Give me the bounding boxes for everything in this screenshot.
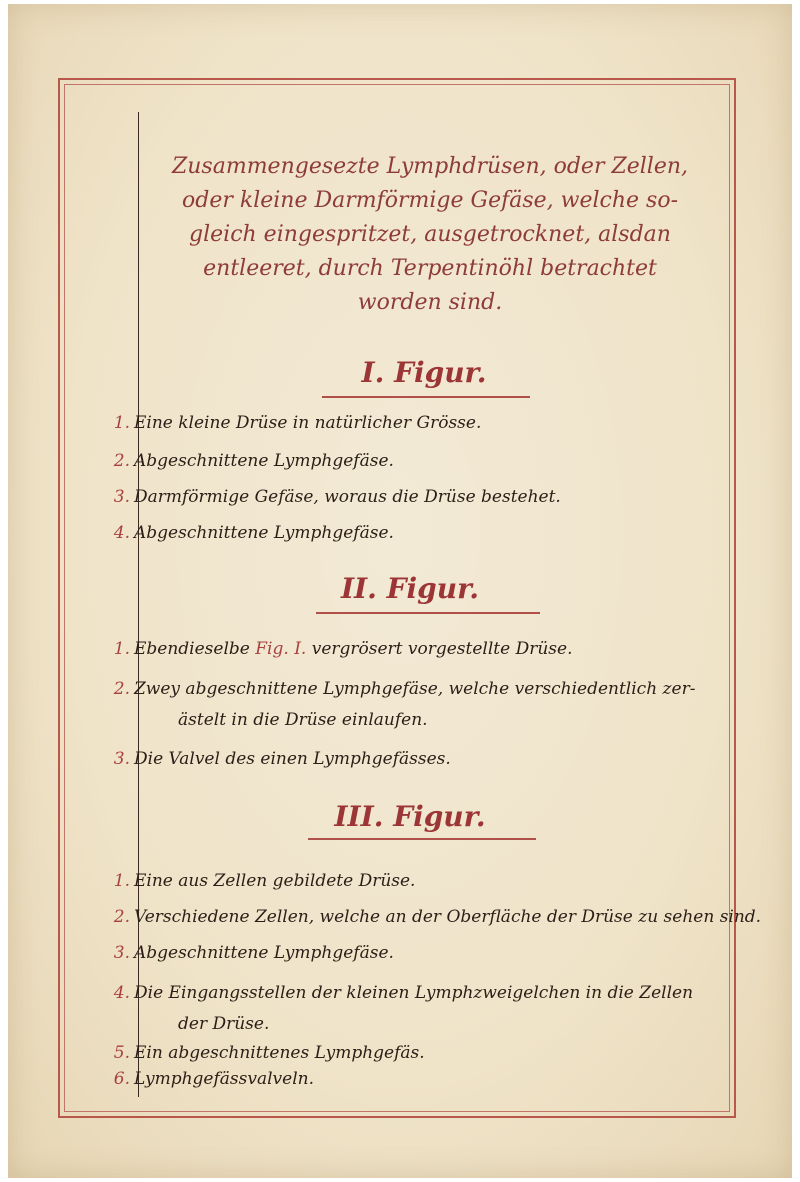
item-number: 1. bbox=[113, 871, 130, 891]
item-text: Abgeschnittene Lymphgefäse. bbox=[134, 523, 394, 543]
item-number: 2. bbox=[113, 451, 130, 471]
item-number: 1. bbox=[113, 413, 130, 433]
item-text: Zwey abgeschnittene Lymphgefäse, welche verschiedentlich zer- bbox=[134, 679, 696, 699]
item-number: 3. bbox=[113, 487, 130, 507]
item-number: 5. bbox=[113, 1043, 130, 1063]
heading-underline bbox=[316, 612, 540, 614]
heading-underline bbox=[322, 396, 530, 398]
item-number: 2. bbox=[113, 907, 130, 927]
item-continuation: ästelt in die Drüse einlaufen. bbox=[178, 710, 428, 730]
item-text: Ein abgeschnittenes Lymphgefäs. bbox=[134, 1043, 425, 1063]
title-line: worden sind. bbox=[357, 290, 503, 315]
item-text: Abgeschnittene Lymphgefäse. bbox=[134, 451, 394, 471]
item-text: Die Valvel des einen Lymphgefässes. bbox=[134, 749, 451, 769]
item-number: 4. bbox=[113, 983, 130, 1003]
list-item bbox=[100, 446, 740, 476]
item-text bbox=[134, 634, 573, 664]
item-number: 3. bbox=[113, 943, 130, 963]
list-item bbox=[100, 938, 740, 968]
section-heading-figur-3: III. Figur. bbox=[334, 800, 486, 833]
item-continuation: der Drüse. bbox=[178, 1014, 270, 1034]
item-text-part: vergrösert vorgestellte Drüse. bbox=[311, 639, 573, 659]
list-item bbox=[100, 978, 740, 1008]
figure-reference: Fig. I. bbox=[255, 639, 307, 659]
title-line: entleeret, durch Terpentinöhl betrachtet bbox=[203, 256, 657, 281]
title-line: oder kleine Darmförmige Gefäse, welche so- bbox=[182, 188, 678, 213]
list-item bbox=[100, 482, 740, 512]
page-title bbox=[150, 150, 710, 320]
item-text: Lymphgefässvalveln. bbox=[134, 1069, 314, 1089]
item-number: 3. bbox=[113, 749, 130, 769]
section-heading-figur-1: I. Figur. bbox=[361, 356, 487, 389]
section-heading-figur-2: II. Figur. bbox=[340, 572, 480, 605]
item-number: 4. bbox=[113, 523, 130, 543]
list-item bbox=[100, 902, 762, 932]
item-text: Abgeschnittene Lymphgefäse. bbox=[134, 943, 394, 963]
item-number: 1. bbox=[113, 639, 130, 659]
title-line: gleich eingespritzet, ausgetrocknet, alsdan bbox=[189, 222, 671, 247]
list-item bbox=[100, 634, 740, 664]
list-item bbox=[100, 744, 740, 774]
item-text: Eine kleine Drüse in natürlicher Grösse. bbox=[134, 413, 482, 433]
list-item bbox=[100, 674, 740, 704]
list-item bbox=[100, 1064, 740, 1094]
item-text: Darmförmige Gefäse, woraus die Drüse bestehet. bbox=[134, 487, 561, 507]
item-text-part: Ebendieselbe bbox=[134, 639, 250, 659]
list-item bbox=[100, 408, 740, 438]
item-text: Eine aus Zellen gebildete Drüse. bbox=[134, 871, 416, 891]
list-item bbox=[100, 518, 740, 548]
heading-underline bbox=[308, 838, 536, 840]
item-number: 6. bbox=[113, 1069, 130, 1089]
list-item bbox=[100, 866, 740, 896]
item-text: Die Eingangsstellen der kleinen Lymphzweigelchen in die Zellen bbox=[134, 983, 694, 1003]
title-line: Zusammengesezte Lymphdrüsen, oder Zellen, bbox=[171, 154, 689, 179]
item-text: Verschiedene Zellen, welche an der Oberfläche der Drüse zu sehen sind. bbox=[134, 907, 762, 927]
item-number: 2. bbox=[113, 679, 130, 699]
